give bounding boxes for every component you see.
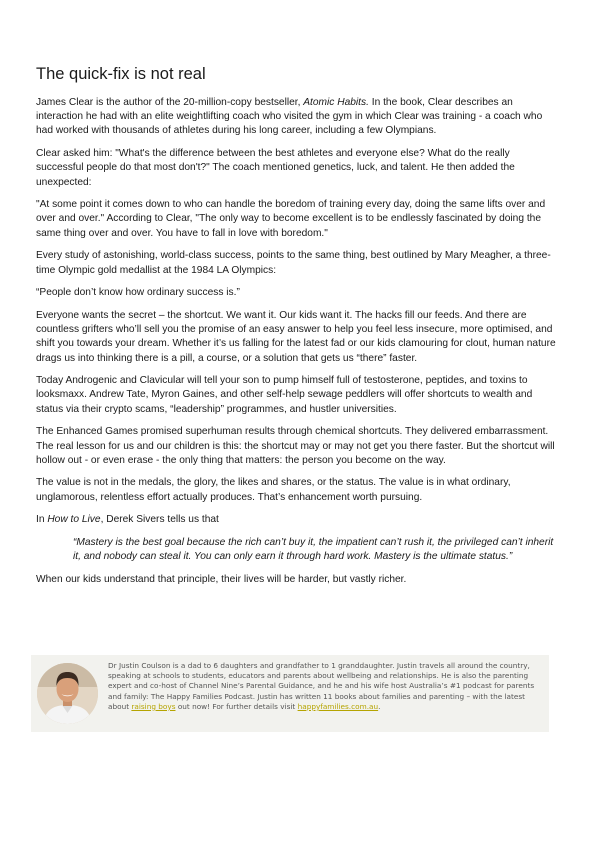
paragraph-text: James Clear is the author of the 20-million-copy bestseller, <box>36 97 304 108</box>
paragraph-text: , Derek Sivers tells us that <box>100 514 219 526</box>
paragraph-6: Everyone wants the secret – the shortcut. We want it. Our kids want it. The hacks fill our feeds. And there are countless grifters who’ll sell you the promise of an easy answer to help you feel less insecure, more optimised, and shift you towards your dream. Whether it’s us falling for the latest fad or our kids clamouring for clout, human nature drags us into thinking there is a pill, a course, or a solution that gets us “there” faster. <box>36 309 556 364</box>
paragraph-4: Every study of astonishing, world-class success, points to the same thing, best outlined by Mary Meagher, a three-time Olympic gold medallist at the 1984 LA Olympics: <box>36 250 551 276</box>
paragraph-5: “People don’t know how ordinary success is.” <box>36 287 240 299</box>
paragraph-1 <box>36 96 560 139</box>
paragraph-text: In <box>36 514 48 526</box>
paragraph-text: In the book, Clear describes an interaction he had with an elite weightlifting coach who visited the gym in which Clear was training - a coach who had worked with thousands of athletes during his long career, including a few Olympians. <box>36 97 543 137</box>
author-bio-box <box>31 655 549 732</box>
paragraph-7: Today Androgenic and Clavicular will tell your son to pump himself full of testosterone, peptides, and toxins to looksmaxx. Andrew Tate, Myron Gaines, and other self-help sewage peddlers will offer shortcuts to wealth and status via their crypto scams, “leadership” programmes, and hustler universities. <box>36 375 533 415</box>
bio-text: . <box>378 701 381 711</box>
bio-text: Dr Justin Coulson is a dad to 6 daughters and grandfather to 1 granddaughter. Justin travels all around the country, speaking at schools to students, educators and parents about wellbeing and relationships. He is also the parenting expert and co-host of Channel Nine’s Parental Guidance, and he and his wife host Australia’s #1 podcast for parents and family: The Happy Families Podcast. Justin has written 11 books about families and parenting – with the latest about <box>108 661 535 711</box>
article-title: The quick-fix is not real <box>36 65 206 83</box>
author-bio-text <box>108 661 538 712</box>
paragraph-3: "At some point it comes down to who can handle the boredom of training every day, doing the same lifts over and over and over." According to Clear, "The only way to become excellent is to be endlessly fascinated by doing the same thing over and over. You have to fall in love with boredom." <box>36 199 546 239</box>
paragraph-10 <box>36 513 560 527</box>
paragraph-11: When our kids understand that principle, their lives will be harder, but vastly richer. <box>36 573 407 585</box>
paragraph-9: The value is not in the medals, the glory, the likes and shares, or the status. The value is in what ordinary, unglamorous, relentless effort actually produces. That’s enhancement worth pursuing. <box>36 477 511 503</box>
book-title-how-to-live: How to Live <box>47 514 101 526</box>
book-title-atomic-habits: Atomic Habits. <box>303 97 369 108</box>
author-portrait-image <box>37 663 98 724</box>
paragraph-8: The Enhanced Games promised superhuman results through chemical shortcuts. They delivered embarrassment. The real lesson for us and our children is this: the shortcut may or may not get you there faster. But the shortcut will hollow out - or even erase - the only thing that matters: the person you become on the way. <box>36 426 555 466</box>
bio-text: out now! For further details visit <box>175 701 298 711</box>
block-quote: “Mastery is the best goal because the rich can’t buy it, the impatient can’t rush it, the privileged can’t inherit it, and nobody can steal it. You can only earn it through hard work. Mastery is the ultimate status.” <box>73 537 554 563</box>
paragraph-2: Clear asked him: "What's the difference between the best athletes and everyone else? What do the really successful people do that most don't?" The coach mentioned genetics, luck, and talent. He then added the unexpected: <box>36 148 515 188</box>
author-avatar <box>37 663 98 724</box>
raising-boys-link[interactable]: raising boys <box>131 701 176 711</box>
happyfamilies-website-link[interactable]: happyfamilies.com.au <box>297 701 379 711</box>
